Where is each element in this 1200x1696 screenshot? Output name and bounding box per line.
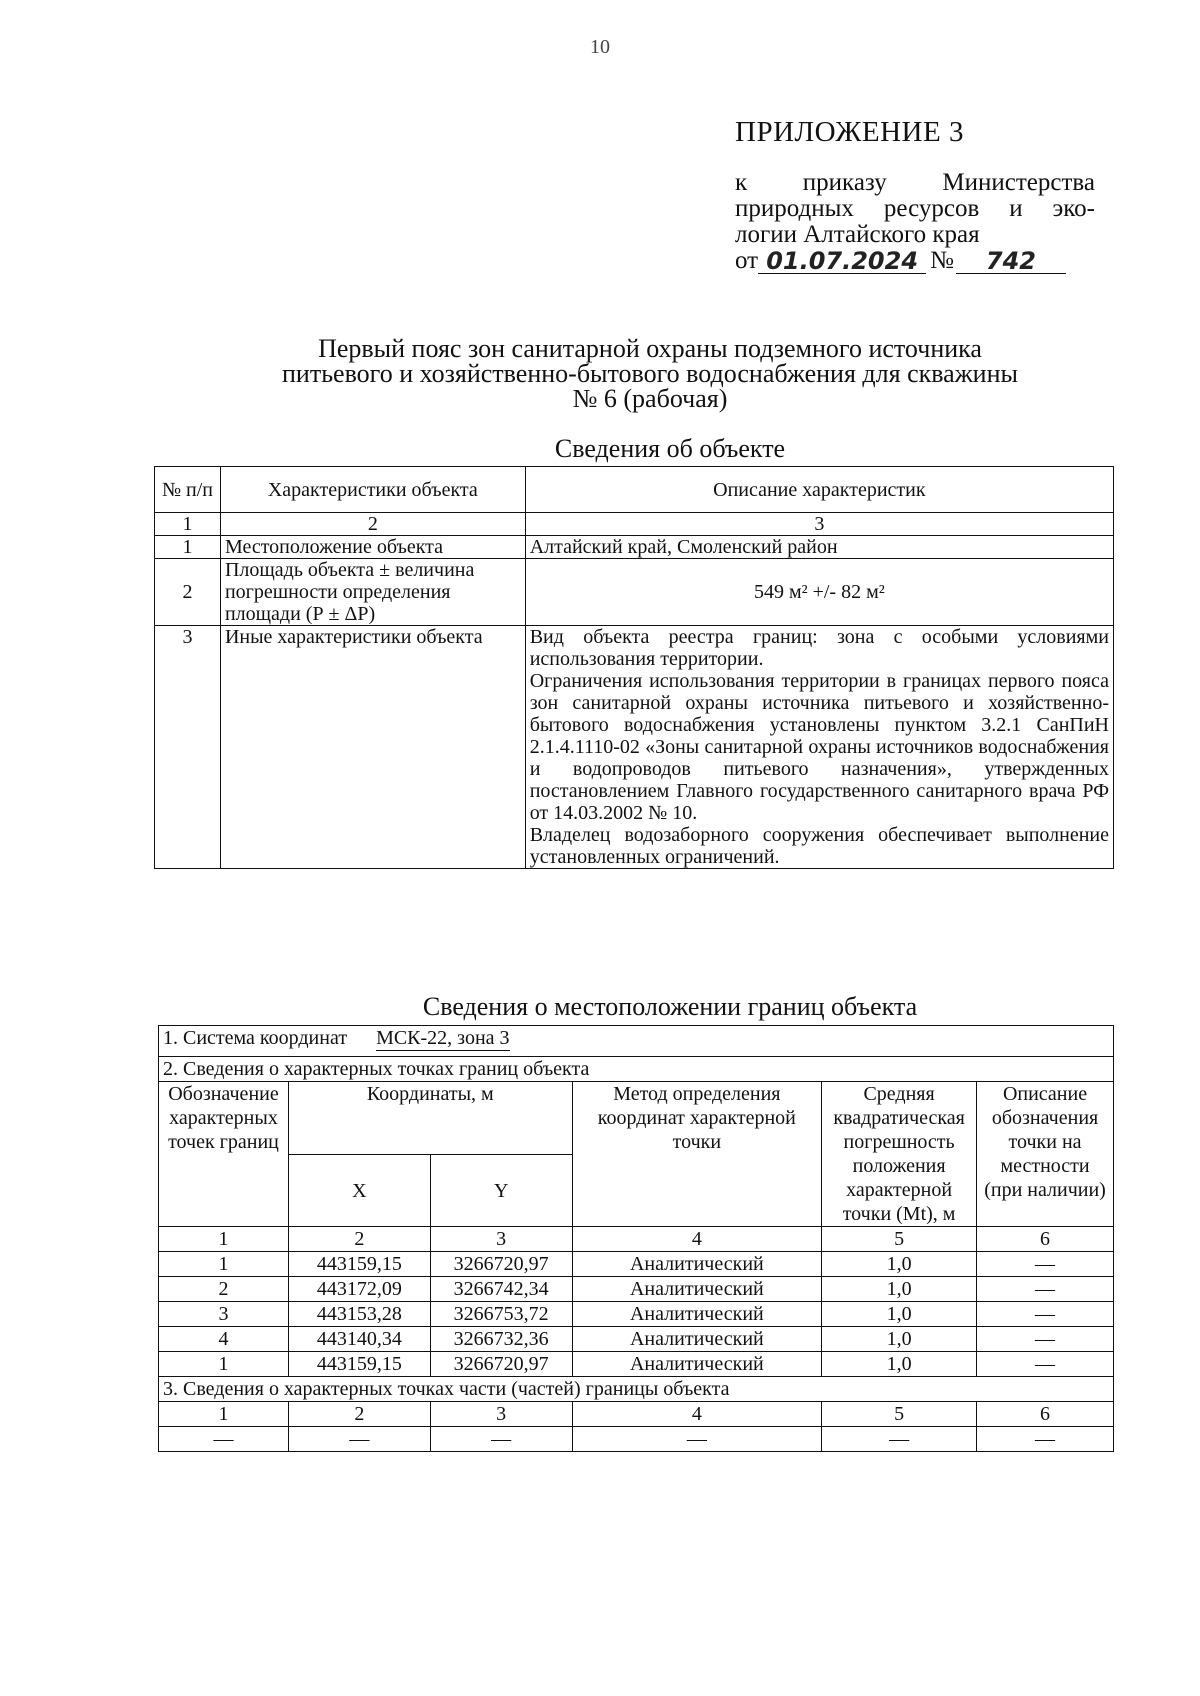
index-row bbox=[159, 1227, 1114, 1252]
order-number-label: № bbox=[930, 247, 954, 274]
index-cell: 4 bbox=[572, 1227, 822, 1252]
parts-cell: — bbox=[572, 1427, 822, 1452]
appendix-word: ресурсов bbox=[883, 195, 980, 222]
point-desc: — bbox=[977, 1327, 1114, 1352]
parts-cell: — bbox=[822, 1427, 977, 1452]
point-mt: 1,0 bbox=[822, 1327, 977, 1352]
index-cell: 2 bbox=[220, 513, 525, 536]
row-desc bbox=[525, 626, 1113, 869]
appendix-word: и bbox=[1009, 195, 1023, 222]
index-cell: 3 bbox=[525, 513, 1113, 536]
row-num: 1 bbox=[155, 536, 221, 559]
point-desc: — bbox=[977, 1302, 1114, 1327]
header-description: Описание характеристик bbox=[525, 467, 1113, 513]
table-header-row bbox=[155, 467, 1114, 513]
index-cell: 1 bbox=[159, 1227, 289, 1252]
document-title bbox=[200, 336, 1100, 411]
parts-index-row bbox=[159, 1402, 1114, 1427]
table-row bbox=[159, 1352, 1114, 1377]
points-header: 2. Сведения о характерных точках границ объекта bbox=[159, 1057, 1114, 1082]
header-num: № п/п bbox=[155, 467, 221, 513]
col-method: Метод определения координат характерной точки bbox=[572, 1082, 822, 1227]
point-id: 4 bbox=[159, 1327, 289, 1352]
point-mt: 1,0 bbox=[822, 1252, 977, 1277]
appendix-word: приказу bbox=[802, 169, 887, 196]
point-id: 1 bbox=[159, 1352, 289, 1377]
row-name: Местоположение объекта bbox=[220, 536, 525, 559]
point-method: Аналитический bbox=[572, 1252, 822, 1277]
desc-paragraph: Владелец водозаборного сооружения обеспечивает выполнение установленных ограничений. bbox=[529, 824, 1109, 868]
index-cell: 2 bbox=[288, 1227, 430, 1252]
order-line bbox=[735, 248, 1095, 274]
coord-system-cell bbox=[159, 1026, 1114, 1057]
table-row bbox=[159, 1277, 1114, 1302]
point-y: 3266732,36 bbox=[430, 1327, 572, 1352]
header-characteristics: Характеристики объекта bbox=[220, 467, 525, 513]
appendix-line-1 bbox=[735, 170, 1095, 196]
index-cell: 1 bbox=[155, 513, 221, 536]
point-x: 443140,34 bbox=[288, 1327, 430, 1352]
parts-cell: — bbox=[288, 1427, 430, 1452]
table-index-row bbox=[155, 513, 1114, 536]
point-desc: — bbox=[977, 1352, 1114, 1377]
title-line: № 6 (рабочая) bbox=[572, 384, 728, 413]
location-table bbox=[158, 1025, 1114, 1452]
order-number-handwritten: 742 bbox=[956, 249, 1066, 274]
row-desc: 549 м² +/- 82 м² bbox=[525, 559, 1113, 626]
table-row bbox=[155, 536, 1114, 559]
title-line: Первый пояс зон санитарной охраны подземного источника bbox=[318, 334, 982, 363]
point-y: 3266720,97 bbox=[430, 1352, 572, 1377]
col-description: Описание обозначения точки на местности (при наличии) bbox=[977, 1082, 1114, 1227]
point-method: Аналитический bbox=[572, 1277, 822, 1302]
point-id: 3 bbox=[159, 1302, 289, 1327]
page-number: 10 bbox=[590, 36, 610, 58]
appendix-title: ПРИЛОЖЕНИЕ 3 bbox=[735, 116, 964, 148]
col-y: Y bbox=[430, 1155, 572, 1227]
points-header-row bbox=[159, 1057, 1114, 1082]
parts-row bbox=[159, 1427, 1114, 1452]
table-row bbox=[159, 1327, 1114, 1352]
object-info-table bbox=[154, 466, 1114, 869]
point-mt: 1,0 bbox=[822, 1302, 977, 1327]
point-x: 443172,09 bbox=[288, 1277, 430, 1302]
coord-system-value: МСК-22, зона 3 bbox=[376, 1027, 510, 1049]
object-section-title: Сведения об объекте bbox=[554, 434, 786, 463]
column-header-row bbox=[159, 1082, 1114, 1155]
appendix-word: эко- bbox=[1052, 195, 1095, 222]
index-cell: 2 bbox=[288, 1402, 430, 1427]
parts-cell: — bbox=[430, 1427, 572, 1452]
index-cell: 5 bbox=[822, 1402, 977, 1427]
appendix-word: природных bbox=[735, 195, 854, 222]
point-mt: 1,0 bbox=[822, 1352, 977, 1377]
coord-system-row bbox=[159, 1026, 1114, 1057]
point-x: 443153,28 bbox=[288, 1302, 430, 1327]
index-cell: 3 bbox=[430, 1402, 572, 1427]
index-cell: 6 bbox=[977, 1227, 1114, 1252]
point-method: Аналитический bbox=[572, 1327, 822, 1352]
row-desc: Алтайский край, Смоленский район bbox=[525, 536, 1113, 559]
point-id: 1 bbox=[159, 1252, 289, 1277]
point-desc: — bbox=[977, 1252, 1114, 1277]
point-x: 443159,15 bbox=[288, 1252, 430, 1277]
order-prefix: от bbox=[735, 247, 759, 274]
appendix-reference bbox=[735, 170, 1095, 248]
point-method: Аналитический bbox=[572, 1352, 822, 1377]
col-x: X bbox=[288, 1155, 430, 1227]
appendix-line-3: логии Алтайского края bbox=[735, 221, 980, 248]
point-id: 2 bbox=[159, 1277, 289, 1302]
index-cell: 1 bbox=[159, 1402, 289, 1427]
table-row bbox=[155, 626, 1114, 869]
index-cell: 3 bbox=[430, 1227, 572, 1252]
col-designation: Обозначение характерных точек границ bbox=[159, 1082, 289, 1227]
point-y: 3266753,72 bbox=[430, 1302, 572, 1327]
parts-header: 3. Сведения о характерных точках части (частей) границы объекта bbox=[159, 1377, 1114, 1402]
col-error: Средняя квадратическая погрешность положения характерной точки (Mt), м bbox=[822, 1082, 977, 1227]
order-date-handwritten: 01.07.2024 bbox=[758, 249, 926, 274]
index-cell: 5 bbox=[822, 1227, 977, 1252]
desc-paragraph: Вид объекта реестра границ: зона с особыми условиями использования территории. bbox=[529, 626, 1109, 670]
location-section-title: Сведения о местоположении границ объекта bbox=[422, 992, 918, 1021]
parts-cell: — bbox=[977, 1427, 1114, 1452]
table-row bbox=[155, 559, 1114, 626]
row-num: 3 bbox=[155, 626, 221, 869]
appendix-word: к bbox=[735, 169, 748, 196]
point-method: Аналитический bbox=[572, 1302, 822, 1327]
coord-system-label: 1. Система координат bbox=[163, 1027, 348, 1049]
point-y: 3266742,34 bbox=[430, 1277, 572, 1302]
index-cell: 4 bbox=[572, 1402, 822, 1427]
appendix-line-2 bbox=[735, 196, 1095, 222]
point-y: 3266720,97 bbox=[430, 1252, 572, 1277]
desc-paragraph: Ограничения использования территории в границах первого пояса зон санитарной охраны источника питьевого и хозяйственно-бытового водоснабжения установлены пунктом 3.2.1 СанПиН 2.1.4.1110-02 «Зоны санитарной охраны источников водоснабжения и водопроводов питьевого назначения», утвержденных постановлением Главного государственного санитарного врача РФ от 14.03.2002 № 10. bbox=[529, 670, 1109, 824]
title-line: питьевого и хозяйственно-бытового водоснабжения для скважины bbox=[282, 359, 1018, 388]
point-x: 443159,15 bbox=[288, 1352, 430, 1377]
point-desc: — bbox=[977, 1277, 1114, 1302]
point-mt: 1,0 bbox=[822, 1277, 977, 1302]
index-cell: 6 bbox=[977, 1402, 1114, 1427]
parts-cell: — bbox=[159, 1427, 289, 1452]
row-name: Иные характеристики объекта bbox=[220, 626, 525, 869]
appendix-word: Министерства bbox=[942, 169, 1095, 196]
table-row bbox=[159, 1252, 1114, 1277]
col-coords: Координаты, м bbox=[288, 1082, 572, 1155]
row-num: 2 bbox=[155, 559, 221, 626]
table-row bbox=[159, 1302, 1114, 1327]
row-name: Площадь объекта ± величина погрешности определения площади (Р ± ΔР) bbox=[220, 559, 525, 626]
parts-header-row bbox=[159, 1377, 1114, 1402]
